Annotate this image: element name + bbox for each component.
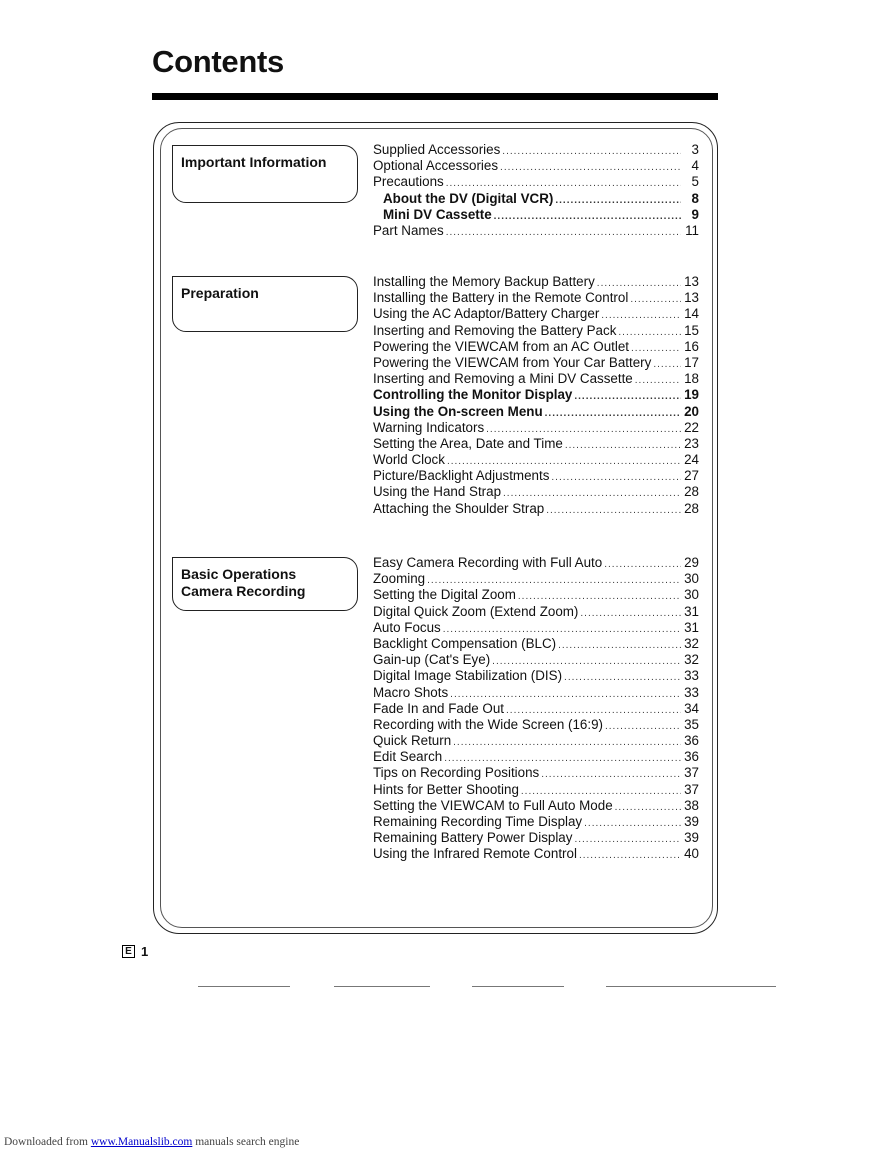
toc-entry-title: Supplied Accessories bbox=[373, 142, 501, 157]
toc-entry bbox=[373, 749, 699, 765]
toc-entry-title: Powering the VIEWCAM from Your Car Battery bbox=[373, 354, 652, 370]
toc-leader-dots bbox=[605, 719, 681, 735]
toc-entry bbox=[373, 620, 699, 636]
scan-line bbox=[472, 986, 564, 987]
toc-entry bbox=[373, 685, 699, 701]
toc-entry-title: Zooming bbox=[373, 571, 426, 587]
toc-entry-page: 40 bbox=[684, 846, 699, 862]
toc-leader-dots bbox=[500, 160, 681, 176]
toc-entry-title: Tips on Recording Positions bbox=[373, 765, 540, 781]
toc-entry bbox=[373, 306, 699, 322]
toc-entry-page: 17 bbox=[684, 354, 699, 370]
toc-entry-page: 27 bbox=[684, 468, 699, 484]
toc-entry-page: 31 bbox=[684, 603, 699, 619]
toc-entry bbox=[373, 174, 699, 190]
toc-leader-dots bbox=[635, 373, 681, 389]
toc-entry-title: Digital Image Stabilization (DIS) bbox=[373, 668, 563, 684]
toc-entry-title: About the DV (Digital VCR) bbox=[383, 190, 554, 206]
toc-entry-title: Using the AC Adaptor/Battery Charger bbox=[373, 306, 600, 322]
toc-entry-title: Fade In and Fade Out bbox=[373, 700, 505, 716]
toc-entry-page: 16 bbox=[684, 338, 699, 354]
toc-entry-title: Mini DV Cassette bbox=[383, 206, 492, 222]
toc-leader-dots bbox=[630, 292, 681, 308]
toc-leader-dots bbox=[546, 503, 681, 519]
scan-line bbox=[606, 986, 776, 987]
toc-entry-page: 35 bbox=[684, 716, 699, 732]
section-label-line: Camera Recording bbox=[181, 583, 306, 599]
toc-entry bbox=[373, 814, 699, 830]
toc-leader-dots bbox=[558, 638, 681, 654]
toc-entry-title: Macro Shots bbox=[373, 684, 449, 700]
toc-entry-page: 32 bbox=[684, 652, 699, 668]
toc-entry-title: World Clock bbox=[373, 452, 445, 468]
toc-entry-title: Warning Indicators bbox=[373, 419, 485, 435]
toc-entry-title: Installing the Memory Backup Battery bbox=[373, 274, 595, 289]
toc-entry bbox=[373, 571, 699, 587]
toc-entry-title: Precautions bbox=[373, 174, 444, 190]
toc-list-preparation bbox=[373, 274, 699, 517]
toc-entry bbox=[373, 717, 699, 733]
toc-entry-page: 13 bbox=[684, 290, 699, 306]
toc-entry-title: Remaining Recording Time Display bbox=[373, 814, 583, 829]
toc-entry bbox=[373, 701, 699, 717]
toc-entry-page: 30 bbox=[684, 587, 699, 603]
toc-leader-dots bbox=[584, 816, 681, 832]
toc-entry-title: Using the Infrared Remote Control bbox=[373, 846, 577, 862]
toc-entry-title: Picture/Backlight Adjustments bbox=[373, 468, 550, 484]
toc-entry-page: 36 bbox=[684, 733, 699, 749]
toc-leader-dots bbox=[653, 357, 681, 373]
scan-line bbox=[334, 986, 430, 987]
toc-entry bbox=[373, 846, 699, 862]
toc-entry-page: 39 bbox=[684, 830, 699, 846]
toc-entry bbox=[373, 158, 699, 174]
page-footer bbox=[122, 944, 148, 959]
toc-leader-dots bbox=[579, 848, 681, 864]
toc-entry bbox=[373, 587, 699, 603]
toc-entry-title: Part Names bbox=[373, 222, 444, 238]
toc-entry-page: 37 bbox=[684, 781, 699, 797]
toc-entry-page: 22 bbox=[684, 419, 699, 435]
title-rule bbox=[152, 93, 718, 100]
toc-entry-title: Setting the Area, Date and Time bbox=[373, 435, 563, 451]
toc-entry bbox=[373, 371, 699, 387]
toc-entry-title: Edit Search bbox=[373, 749, 443, 765]
toc-entry-title: Recording with the Wide Screen (16:9) bbox=[373, 716, 603, 732]
toc-entry-title: Remaining Battery Power Display bbox=[373, 830, 573, 846]
toc-entry bbox=[373, 555, 699, 571]
toc-entry bbox=[373, 501, 699, 517]
toc-entry-page: 8 bbox=[691, 190, 699, 206]
toc-entry bbox=[373, 604, 699, 620]
toc-entry-title: Quick Return bbox=[373, 733, 452, 749]
toc-entry-title: Inserting and Removing a Mini DV Cassette bbox=[373, 371, 633, 387]
toc-entry bbox=[373, 290, 699, 306]
toc-entry-title: Optional Accessories bbox=[373, 158, 499, 174]
toc-entry bbox=[373, 355, 699, 371]
toc-entry bbox=[373, 436, 699, 452]
toc-entry-title: Hints for Better Shooting bbox=[373, 781, 519, 797]
toc-leader-dots bbox=[453, 735, 681, 751]
download-suffix: manuals search engine bbox=[195, 1136, 300, 1148]
toc-entry bbox=[373, 387, 699, 403]
page-number: 1 bbox=[141, 944, 149, 959]
toc-entry-page: 32 bbox=[684, 635, 699, 651]
toc-entry-page: 33 bbox=[684, 684, 699, 700]
toc-entry bbox=[373, 652, 699, 668]
toc-entry bbox=[373, 733, 699, 749]
section-label-line: Important Information bbox=[181, 154, 327, 170]
toc-entry-page: 19 bbox=[684, 387, 699, 403]
toc-entry-page: 20 bbox=[684, 403, 699, 419]
section-label-basic-operations bbox=[172, 557, 358, 611]
toc-leader-dots bbox=[545, 406, 681, 422]
section-label-line: Basic Operations bbox=[181, 566, 297, 582]
section-label-preparation bbox=[172, 276, 358, 332]
toc-entry-title: Controlling the Monitor Display bbox=[373, 387, 573, 403]
toc-entry-page: 24 bbox=[684, 452, 699, 468]
toc-leader-dots bbox=[551, 470, 681, 486]
toc-entry-page: 4 bbox=[691, 158, 699, 174]
toc-entry-page: 39 bbox=[684, 814, 699, 829]
language-mark: E bbox=[122, 945, 135, 958]
toc-entry bbox=[373, 798, 699, 814]
toc-entry bbox=[373, 223, 699, 239]
toc-entry-page: 11 bbox=[685, 222, 699, 238]
toc-entry bbox=[373, 452, 699, 468]
toc-entry bbox=[373, 484, 699, 500]
manualslib-link[interactable]: www.Manualslib.com bbox=[90, 1136, 193, 1148]
page-title: Contents bbox=[152, 44, 284, 79]
toc-leader-dots bbox=[541, 767, 681, 783]
toc-entry-title: Using the On-screen Menu bbox=[373, 403, 543, 419]
toc-entry-title: Backlight Compensation (BLC) bbox=[373, 635, 557, 651]
toc-entry-page: 30 bbox=[684, 571, 699, 587]
toc-entry-title: Gain-up (Cat's Eye) bbox=[373, 652, 491, 668]
toc-entry-page: 3 bbox=[691, 142, 699, 157]
toc-entry-title: Digital Quick Zoom (Extend Zoom) bbox=[373, 603, 579, 619]
toc-entry bbox=[373, 339, 699, 355]
toc-entry bbox=[373, 782, 699, 798]
toc-entry-page: 31 bbox=[684, 619, 699, 635]
toc-leader-dots bbox=[604, 557, 681, 573]
toc-entry-title: Setting the VIEWCAM to Full Auto Mode bbox=[373, 797, 613, 813]
toc-entry-title: Powering the VIEWCAM from an AC Outlet bbox=[373, 338, 630, 354]
toc-leader-dots bbox=[494, 209, 681, 225]
toc-entry bbox=[373, 668, 699, 684]
toc-entry-title: Installing the Battery in the Remote Control bbox=[373, 290, 629, 306]
toc-entry-title: Using the Hand Strap bbox=[373, 484, 502, 500]
toc-entry-title: Inserting and Removing the Battery Pack bbox=[373, 322, 617, 338]
section-label-line: Preparation bbox=[181, 285, 259, 301]
toc-entry-page: 38 bbox=[684, 797, 699, 813]
toc-entry-page: 18 bbox=[684, 371, 699, 387]
toc-leader-dots bbox=[574, 389, 681, 405]
toc-entry bbox=[373, 765, 699, 781]
toc-leader-dots bbox=[564, 670, 681, 686]
toc-leader-dots bbox=[615, 800, 681, 816]
toc-entry-page: 34 bbox=[684, 700, 699, 716]
toc-list-important bbox=[373, 142, 699, 239]
toc-entry-page: 14 bbox=[684, 306, 699, 322]
toc-entry-page: 36 bbox=[684, 749, 699, 765]
download-note bbox=[4, 1136, 299, 1148]
toc-entry-title: Auto Focus bbox=[373, 619, 441, 635]
toc-entry bbox=[373, 420, 699, 436]
toc-entry-page: 15 bbox=[684, 322, 699, 338]
toc-entry bbox=[373, 404, 699, 420]
toc-leader-dots bbox=[502, 144, 681, 160]
toc-leader-dots bbox=[574, 832, 681, 848]
toc-entry-title: Easy Camera Recording with Full Auto bbox=[373, 555, 603, 570]
toc-leader-dots bbox=[580, 606, 681, 622]
toc-entry-page: 9 bbox=[691, 206, 699, 222]
toc-entry bbox=[373, 636, 699, 652]
toc-entry-page: 13 bbox=[684, 274, 699, 289]
toc-entry-title: Setting the Digital Zoom bbox=[373, 587, 516, 603]
section-label-important bbox=[172, 145, 358, 203]
toc-leader-dots bbox=[446, 225, 681, 241]
toc-entry bbox=[373, 191, 699, 207]
toc-entry bbox=[373, 142, 699, 158]
toc-entry bbox=[373, 274, 699, 290]
toc-entry-page: 29 bbox=[684, 555, 699, 570]
download-prefix: Downloaded from bbox=[4, 1136, 88, 1148]
toc-entry bbox=[373, 323, 699, 339]
toc-entry-page: 5 bbox=[691, 174, 699, 190]
toc-entry bbox=[373, 468, 699, 484]
toc-entry-page: 33 bbox=[684, 668, 699, 684]
toc-entry-page: 23 bbox=[684, 435, 699, 451]
scan-line bbox=[198, 986, 290, 987]
toc-list-basic-operations bbox=[373, 555, 699, 863]
toc-entry-page: 37 bbox=[684, 765, 699, 781]
toc-entry-page: 28 bbox=[684, 500, 699, 516]
toc-entry-title: Attaching the Shoulder Strap bbox=[373, 500, 545, 516]
toc-entry bbox=[373, 207, 699, 223]
toc-entry-page: 28 bbox=[684, 484, 699, 500]
toc-leader-dots bbox=[565, 438, 681, 454]
toc-leader-dots bbox=[555, 193, 681, 209]
toc-entry bbox=[373, 830, 699, 846]
